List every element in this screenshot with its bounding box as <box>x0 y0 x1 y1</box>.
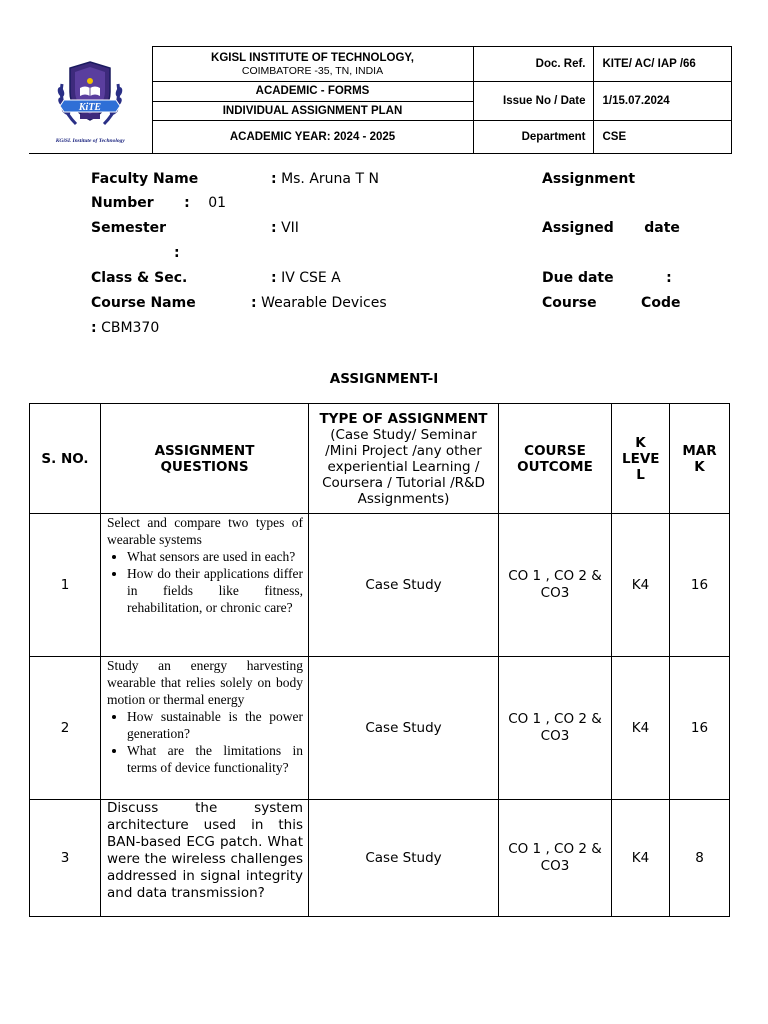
row-sno: 2 <box>30 657 101 800</box>
row-klevel: K4 <box>612 657 670 800</box>
faculty-field <box>271 171 379 187</box>
course-code-value-field <box>91 320 159 336</box>
institute-logo <box>40 54 140 146</box>
class-value: IV CSE A <box>281 270 341 286</box>
issue-label: Issue No / Date <box>473 82 593 120</box>
course-name-value: Wearable Devices <box>261 295 387 311</box>
row-mark: 8 <box>670 800 730 917</box>
row-type: Case Study <box>309 657 499 800</box>
department-label: Department <box>473 120 593 153</box>
issue-value: 1/15.07.2024 <box>593 82 731 120</box>
code-word: Code <box>641 295 681 311</box>
assignment-title: ASSIGNMENT-I <box>329 371 439 387</box>
date-word: date <box>644 220 680 236</box>
course-name-label: Course Name <box>91 295 196 311</box>
row-mark: 16 <box>670 657 730 800</box>
assigned-label: Assigned <box>542 220 614 236</box>
table-row <box>30 800 730 917</box>
academic-year: ACADEMIC YEAR: 2024 - 2025 <box>152 120 473 153</box>
course-code-field <box>542 295 680 311</box>
question-bullet: • What sensors are used in each? <box>127 548 303 565</box>
assignment-plan-title: INDIVIDUAL ASSIGNMENT PLAN <box>152 101 473 120</box>
question-bullet: • How sustainable is the power generation? <box>127 708 303 742</box>
row-outcome: CO 1 , CO 2 & CO3 <box>499 514 612 657</box>
row-klevel: K4 <box>612 514 670 657</box>
row-type: Case Study <box>309 800 499 917</box>
header-questions: ASSIGNMENT QUESTIONS <box>101 404 309 514</box>
course-label: Course <box>542 295 597 311</box>
institute-name: KGISL INSTITUTE OF TECHNOLOGY, <box>211 51 414 64</box>
question-lead: Select and compare two types of wearable systems <box>107 515 303 547</box>
course-name-field <box>251 295 387 311</box>
number-value: 01 <box>208 195 227 211</box>
semester-value: VII <box>281 220 299 236</box>
row-mark: 16 <box>670 514 730 657</box>
header-type-title: TYPE OF ASSIGNMENT <box>319 410 488 427</box>
colon: : <box>184 195 190 211</box>
header-type-detail: (Case Study/ Seminar /Mini Project /any other experiential Learning / Coursera / Tutorial /R&D Assignments) <box>322 426 485 507</box>
colon: : <box>271 171 277 187</box>
colon: : <box>666 270 672 286</box>
number-label: Number <box>91 195 154 211</box>
row-question <box>101 657 309 800</box>
class-field <box>271 270 341 286</box>
document-header <box>29 46 732 154</box>
row-sno: 1 <box>30 514 101 657</box>
header-outcome: COURSE OUTCOME <box>499 404 612 514</box>
row-question <box>101 514 309 657</box>
faculty-value: Ms. Aruna T N <box>281 171 379 187</box>
class-label: Class & Sec. <box>91 270 188 286</box>
header-mark: MAR K <box>670 404 730 514</box>
header-klevel: K LEVE L <box>612 404 670 514</box>
question-bullets <box>107 548 303 616</box>
logo-text: KiTE <box>79 101 102 113</box>
row-question <box>101 800 309 917</box>
assigned-date-field <box>542 220 680 236</box>
question-bullet: • What are the limitations in terms of device functionality? <box>127 742 303 776</box>
number-field <box>91 195 226 211</box>
table-row <box>30 514 730 657</box>
semester-field <box>271 220 299 236</box>
course-code-value: CBM370 <box>101 320 160 336</box>
institute-address: COIMBATORE -35, TN, INDIA <box>241 64 384 77</box>
assignment-info <box>91 171 691 341</box>
doc-ref-label: Doc. Ref. <box>473 47 593 82</box>
department-value: CSE <box>593 120 731 153</box>
question-bullet: • How do their applications differ in fields like fitness, rehabilitation, or chronic care? <box>127 565 303 616</box>
question-bullets <box>107 708 303 776</box>
header-type <box>309 404 499 514</box>
row-type: Case Study <box>309 514 499 657</box>
faculty-label: Faculty Name <box>91 171 199 187</box>
logo-cell <box>29 47 152 154</box>
question-lead: Discuss the system architecture used in this BAN-based ECG patch. What were the wireless challenges addressed in signal integrity and data transmission? <box>107 800 303 901</box>
colon: : <box>251 295 257 311</box>
row-klevel: K4 <box>612 800 670 917</box>
colon: : <box>271 220 277 236</box>
assignment-label: Assignment <box>542 171 636 187</box>
row-outcome: CO 1 , CO 2 & CO3 <box>499 800 612 917</box>
colon: : <box>91 320 97 336</box>
semester-label: Semester <box>91 220 167 236</box>
question-lead: Study an energy harvesting wearable that relies solely on body motion or thermal energy <box>107 658 303 707</box>
row-sno: 3 <box>30 800 101 917</box>
colon: : <box>271 270 277 286</box>
header-sno: S. NO. <box>30 404 101 514</box>
table-row <box>30 657 730 800</box>
assignment-table <box>29 403 730 917</box>
due-label: Due date <box>542 270 614 286</box>
academic-forms: ACADEMIC - FORMS <box>152 82 473 101</box>
institute-cell <box>152 47 473 82</box>
colon: : <box>174 245 180 261</box>
doc-ref-value: KITE/ AC/ IAP /66 <box>593 47 731 82</box>
logo-caption: KGiSL Institute of Technology <box>55 137 125 144</box>
due-date-field <box>542 270 672 286</box>
row-outcome: CO 1 , CO 2 & CO3 <box>499 657 612 800</box>
